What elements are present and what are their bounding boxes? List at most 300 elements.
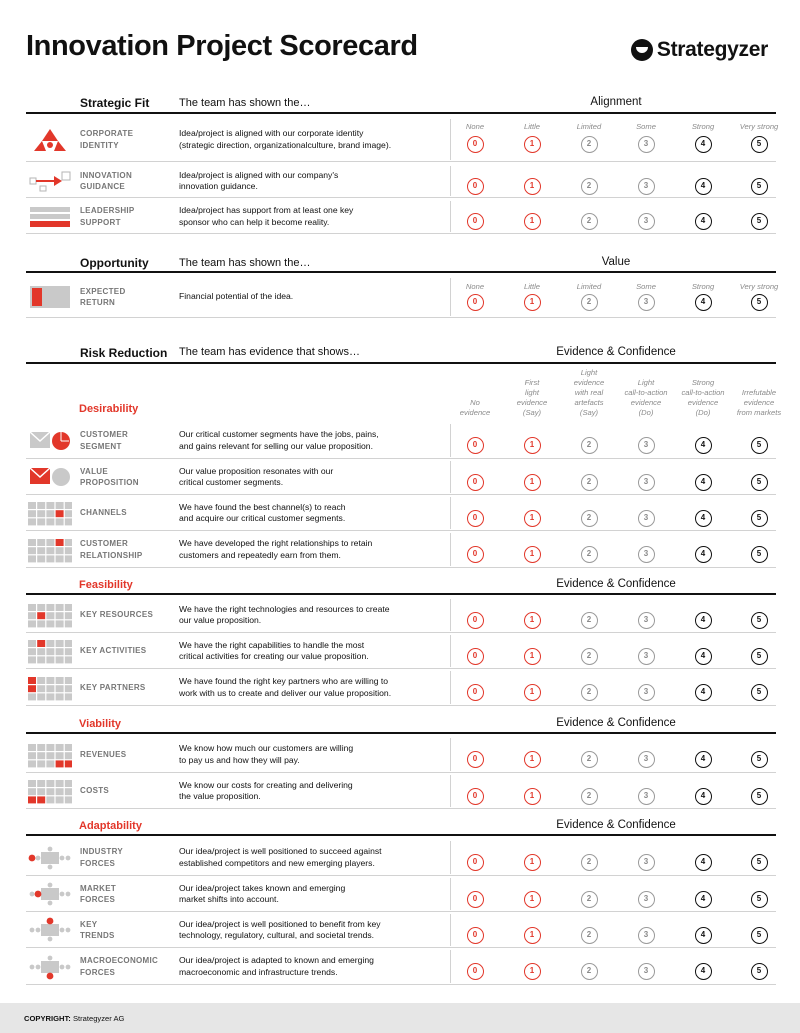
score-option-4[interactable]: 4 (695, 546, 712, 563)
scorecard-row-rr-0-1 (26, 459, 776, 495)
opportunity-scale-title: Value (601, 256, 631, 268)
score-option-4[interactable]: 4 (695, 684, 712, 701)
row-label-line1: CORPORATE (80, 129, 134, 138)
scorecard-row-op-0 (26, 276, 776, 318)
score-option-1[interactable]: 1 (524, 136, 541, 153)
row-label (80, 846, 123, 869)
row-divider (450, 841, 451, 874)
row-separator (26, 567, 776, 568)
row-label-line2: RELATIONSHIP (80, 550, 143, 560)
row-statement-line1: Our idea/project is well positioned to succeed against (179, 846, 382, 856)
score-option-3[interactable]: 3 (638, 963, 655, 980)
row-statement-line1: We know our costs for creating and delivering (179, 779, 353, 790)
row-statement (179, 676, 449, 699)
score-option-3[interactable]: 3 (638, 294, 655, 311)
score-option-4[interactable]: 4 (695, 963, 712, 980)
score-option-3[interactable]: 3 (638, 178, 655, 195)
market-forces-icon (28, 881, 72, 907)
row-label (80, 682, 146, 694)
channels-icon (28, 500, 72, 526)
strategyzer-logo-icon (631, 39, 653, 61)
score-option-5[interactable]: 5 (751, 751, 768, 768)
row-label-line1: LEADERSHIP (80, 206, 135, 215)
row-divider (450, 878, 451, 910)
score-option-5[interactable]: 5 (751, 178, 768, 195)
row-label (80, 128, 133, 151)
score-option-2[interactable]: 2 (581, 612, 598, 629)
row-label (80, 507, 127, 519)
row-label-line1: INDUSTRY (80, 847, 123, 856)
key-trends-icon (28, 917, 72, 943)
macroeconomic-forces-icon (28, 954, 72, 980)
scorecard-row-rr-1-1 (26, 633, 776, 669)
evidence-level-line: Strong (691, 378, 715, 387)
row-label-line1: CUSTOMER (80, 430, 129, 439)
row-label (80, 645, 146, 657)
score-option-0[interactable]: 0 (467, 854, 484, 871)
evidence-level-line: evidence (573, 378, 605, 387)
row-divider (450, 671, 451, 704)
score-option-3[interactable]: 3 (638, 788, 655, 805)
score-option-3[interactable]: 3 (638, 751, 655, 768)
score-option-1[interactable]: 1 (524, 854, 541, 871)
row-statement-line2: the value proposition. (179, 791, 261, 801)
row-statement (179, 919, 449, 942)
score-option-4[interactable]: 4 (695, 437, 712, 454)
row-statement-line2: and gains relevant for selling our value proposition. (179, 440, 373, 451)
row-statement (179, 604, 449, 627)
category-rule (26, 834, 776, 836)
row-label-line1: REVENUES (80, 749, 127, 759)
score-option-0[interactable]: 0 (467, 751, 484, 768)
score-option-1[interactable]: 1 (524, 612, 541, 629)
row-statement-line2: critical customer segments. (179, 477, 284, 487)
row-statement-line2: and acquire our critical customer segments. (179, 513, 346, 523)
row-statement-line1: Idea/project is aligned with our corporate identity (179, 128, 364, 138)
footer (0, 1003, 800, 1033)
opportunity-rule (26, 271, 776, 273)
evidence-level-line: evidence (459, 408, 491, 417)
row-label-line2: FORCES (80, 858, 116, 868)
row-divider (450, 950, 451, 983)
copyright-text (24, 1014, 124, 1023)
scorecard-row-rr-3-1 (26, 876, 776, 912)
copyright-owner: Strategyzer AG (70, 1014, 125, 1023)
opportunity-heading: Opportunity (80, 256, 149, 270)
strategic-fit-scale-title: Alignment (590, 96, 642, 108)
evidence-level-line: (Do) (638, 408, 654, 417)
row-statement (179, 429, 449, 452)
row-divider (450, 775, 451, 807)
brand-logo (631, 38, 768, 62)
score-option-0[interactable]: 0 (467, 437, 484, 454)
row-label-line1: KEY (80, 919, 98, 929)
score-option-3[interactable]: 3 (638, 927, 655, 944)
row-label (80, 609, 153, 621)
score-option-0[interactable]: 0 (467, 510, 484, 527)
scorecard-row-rr-0-3 (26, 531, 776, 568)
score-option-5[interactable]: 5 (751, 510, 768, 527)
score-option-0[interactable]: 0 (467, 178, 484, 195)
revenues-icon (28, 742, 72, 768)
score-option-1[interactable]: 1 (524, 294, 541, 311)
industry-forces-icon (28, 845, 72, 871)
row-label (80, 785, 109, 797)
row-statement-line2: sponsor who can help it become reality. (179, 216, 330, 227)
risk-reduction-rule (26, 362, 776, 364)
score-option-2[interactable]: 2 (581, 963, 598, 980)
page-title: Innovation Project Scorecard (26, 30, 418, 62)
row-divider (450, 461, 451, 493)
level-header: Strong (691, 122, 715, 131)
row-divider (450, 497, 451, 529)
row-label-line2: GUIDANCE (80, 182, 126, 191)
level-header: Very strong (739, 122, 779, 131)
risk-reduction-scale-title: Evidence & Confidence (556, 346, 676, 358)
level-header: Limited (576, 282, 602, 291)
row-statement-line2: critical activities for creating our value proposition. (179, 651, 369, 661)
row-label (80, 883, 116, 906)
row-separator (26, 233, 776, 234)
row-label-line2: SEGMENT (80, 441, 122, 451)
level-header: Strong (691, 282, 715, 291)
score-option-2[interactable]: 2 (581, 510, 598, 527)
score-option-5[interactable]: 5 (751, 927, 768, 944)
row-label-line1: COSTS (80, 786, 110, 796)
evidence-level-line: (Do) (695, 408, 711, 417)
row-statement (179, 743, 449, 766)
row-label-line1: KEY ACTIVITIES (80, 646, 147, 656)
row-divider (450, 533, 451, 566)
scorecard-row-rr-2-1 (26, 773, 776, 809)
row-divider (450, 278, 451, 316)
score-option-1[interactable]: 1 (524, 213, 541, 230)
row-divider (450, 738, 451, 771)
evidence-level-line: call-to-action (681, 388, 725, 397)
score-option-1[interactable]: 1 (524, 684, 541, 701)
strategic-fit-rule (26, 112, 776, 114)
row-divider (450, 119, 451, 160)
score-option-0[interactable]: 0 (467, 213, 484, 230)
score-option-4[interactable]: 4 (695, 178, 712, 195)
strategic-fit-subheading: The team has shown the… (179, 97, 311, 109)
evidence-level-line: evidence (516, 398, 548, 407)
score-option-5[interactable]: 5 (751, 294, 768, 311)
score-option-5[interactable]: 5 (751, 854, 768, 871)
row-statement (179, 128, 449, 151)
score-option-2[interactable]: 2 (581, 788, 598, 805)
scorecard-row-sf-1 (26, 164, 776, 198)
score-option-0[interactable]: 0 (467, 136, 484, 153)
evidence-level-line: Irrefutable (741, 388, 777, 397)
score-option-4[interactable]: 4 (695, 612, 712, 629)
key-resources-icon (28, 602, 72, 628)
row-statement-line2: work with us to create and deliver our value proposition. (179, 687, 392, 698)
level-header: None (465, 122, 485, 131)
score-option-2[interactable]: 2 (581, 437, 598, 454)
expected-return-icon (28, 284, 72, 310)
key-partners-icon (28, 675, 72, 701)
row-separator (26, 808, 776, 809)
score-option-5[interactable]: 5 (751, 648, 768, 665)
opportunity-subheading: The team has shown the… (179, 257, 311, 269)
score-option-3[interactable]: 3 (638, 474, 655, 491)
row-statement-line1: We have developed the right relationships to retain (179, 538, 373, 548)
level-header: Little (523, 122, 541, 131)
score-option-4[interactable]: 4 (695, 648, 712, 665)
score-option-5[interactable]: 5 (751, 612, 768, 629)
row-statement (179, 846, 449, 869)
key-activities-icon (28, 638, 72, 664)
score-option-0[interactable]: 0 (467, 927, 484, 944)
row-label (80, 538, 143, 561)
customer-relationship-icon (28, 537, 72, 563)
evidence-level-line: evidence (743, 398, 775, 407)
score-option-0[interactable]: 0 (467, 963, 484, 980)
category-desirability: Desirability (79, 403, 139, 415)
category-scale-title: Evidence & Confidence (556, 819, 676, 831)
score-option-4[interactable]: 4 (695, 927, 712, 944)
leadership-support-icon (28, 204, 72, 230)
row-statement-line1: Idea/project is aligned with our company's (179, 169, 339, 180)
scorecard-row-sf-0 (26, 117, 776, 162)
row-divider (450, 599, 451, 631)
row-statement-line1: We have the right technologies and resources to create (179, 603, 390, 614)
costs-icon (28, 778, 72, 804)
score-option-2[interactable]: 2 (581, 474, 598, 491)
score-option-2[interactable]: 2 (581, 684, 598, 701)
row-statement-line1: Our idea/project is adapted to known and emerging (179, 955, 374, 965)
score-option-0[interactable]: 0 (467, 294, 484, 311)
score-option-1[interactable]: 1 (524, 546, 541, 563)
innovation-guidance-icon (28, 168, 72, 194)
scorecard-row-rr-3-0 (26, 839, 776, 876)
row-label (80, 749, 126, 761)
brand-name: Strategyzer (656, 38, 768, 61)
row-divider (450, 201, 451, 232)
score-option-3[interactable]: 3 (638, 213, 655, 230)
level-header: Very strong (739, 282, 779, 291)
row-statement-line1: Our value proposition resonates with our (179, 465, 334, 476)
row-separator (26, 161, 776, 162)
row-statement-line1: We have the right capabilities to handle the most (179, 639, 365, 650)
score-option-5[interactable]: 5 (751, 213, 768, 230)
score-option-3[interactable]: 3 (638, 854, 655, 871)
score-option-3[interactable]: 3 (638, 612, 655, 629)
risk-reduction-heading: Risk Reduction (80, 346, 168, 360)
score-option-4[interactable]: 4 (695, 891, 712, 908)
category-adaptability: Adaptability (79, 820, 142, 832)
score-option-4[interactable]: 4 (695, 294, 712, 311)
row-statement (179, 170, 449, 193)
row-label-line2: RETURN (80, 298, 116, 307)
score-option-1[interactable]: 1 (524, 788, 541, 805)
row-label-line1: KEY RESOURCES (80, 610, 154, 620)
row-label-line1: EXPECTED (80, 286, 126, 296)
copyright-label: COPYRIGHT: (24, 1014, 71, 1023)
score-option-1[interactable]: 1 (524, 474, 541, 491)
row-statement (179, 955, 449, 978)
level-header: Little (523, 282, 541, 291)
row-divider (450, 914, 451, 946)
row-separator (26, 197, 776, 198)
score-option-3[interactable]: 3 (638, 437, 655, 454)
row-statement-line2: market shifts into account. (179, 894, 279, 904)
score-option-1[interactable]: 1 (524, 927, 541, 944)
customer-segment-icon (28, 428, 72, 454)
evidence-level-line: (Say) (579, 408, 599, 417)
score-option-2[interactable]: 2 (581, 546, 598, 563)
score-option-2[interactable]: 2 (581, 891, 598, 908)
row-statement-line2: (strategic direction, organizationalculture, brand image). (179, 139, 392, 150)
evidence-level-line: Light (580, 368, 598, 377)
level-header: Some (636, 122, 656, 131)
score-option-5[interactable]: 5 (751, 788, 768, 805)
row-label-line2: FORCES (80, 895, 116, 904)
score-option-1[interactable]: 1 (524, 751, 541, 768)
score-option-0[interactable]: 0 (467, 788, 484, 805)
score-option-2[interactable]: 2 (581, 136, 598, 153)
row-label-line1: CUSTOMER (80, 539, 129, 548)
score-option-2[interactable]: 2 (581, 178, 598, 195)
row-statement-line1: We have found the best channel(s) to reach (179, 501, 346, 512)
score-option-2[interactable]: 2 (581, 927, 598, 944)
row-label (80, 919, 115, 942)
row-separator (26, 984, 776, 985)
row-statement-line2: customers and repeatedly earn from them. (179, 549, 341, 560)
row-label (80, 286, 126, 309)
score-option-2[interactable]: 2 (581, 648, 598, 665)
evidence-level-line: artefacts (574, 398, 604, 407)
evidence-level-line: light (525, 388, 539, 397)
score-option-2[interactable]: 2 (581, 854, 598, 871)
row-label (80, 205, 135, 228)
row-divider (450, 166, 451, 196)
score-option-0[interactable]: 0 (467, 612, 484, 629)
row-label-line1: INNOVATION (80, 170, 133, 180)
score-option-5[interactable]: 5 (751, 474, 768, 491)
score-option-5[interactable]: 5 (751, 546, 768, 563)
row-label (80, 466, 139, 489)
row-statement-line2: macroeconomic and infrastructure trends. (179, 966, 338, 977)
row-label-line2: TRENDS (80, 931, 115, 940)
row-label-line1: VALUE (80, 466, 109, 476)
scorecard-row-rr-3-3 (26, 948, 776, 985)
row-statement (179, 291, 449, 303)
row-label (80, 955, 158, 978)
score-option-1[interactable]: 1 (524, 178, 541, 195)
category-scale-title: Evidence & Confidence (556, 578, 676, 590)
score-option-5[interactable]: 5 (751, 963, 768, 980)
score-option-1[interactable]: 1 (524, 963, 541, 980)
score-option-0[interactable]: 0 (467, 891, 484, 908)
score-option-0[interactable]: 0 (467, 648, 484, 665)
row-statement (179, 640, 449, 663)
evidence-level-line: First (524, 378, 540, 387)
row-label-line2: PROPOSITION (80, 478, 139, 487)
row-statement (179, 883, 449, 906)
corporate-identity-icon (28, 127, 72, 153)
scorecard-row-rr-0-2 (26, 495, 776, 531)
level-header: Some (636, 282, 656, 291)
score-option-1[interactable]: 1 (524, 648, 541, 665)
score-option-3[interactable]: 3 (638, 510, 655, 527)
score-option-2[interactable]: 2 (581, 751, 598, 768)
evidence-level-line: from markets (736, 408, 782, 417)
row-statement-line1: Financial potential of the idea. (179, 291, 294, 302)
row-statement-line1: Idea/project has support from at least one key (179, 205, 354, 215)
score-option-4[interactable]: 4 (695, 751, 712, 768)
score-option-4[interactable]: 4 (695, 474, 712, 491)
value-proposition-icon (28, 464, 72, 490)
score-option-4[interactable]: 4 (695, 854, 712, 871)
evidence-level-line: with real (574, 388, 604, 397)
score-option-1[interactable]: 1 (524, 510, 541, 527)
scorecard-row-rr-2-0 (26, 736, 776, 773)
row-separator (26, 317, 776, 318)
category-rule (26, 593, 776, 595)
row-label-line2: FORCES (80, 967, 116, 977)
score-option-4[interactable]: 4 (695, 136, 712, 153)
score-option-4[interactable]: 4 (695, 213, 712, 230)
evidence-level-line: (Say) (522, 408, 542, 417)
row-statement-line2: to pay us and how they will pay. (179, 754, 300, 765)
score-option-3[interactable]: 3 (638, 546, 655, 563)
risk-reduction-subheading: The team has evidence that shows… (179, 346, 360, 358)
row-statement-line2: established competitors and new emerging players. (179, 857, 375, 868)
evidence-level-line: No (470, 398, 480, 407)
score-option-3[interactable]: 3 (638, 891, 655, 908)
row-statement (179, 538, 449, 561)
score-option-0[interactable]: 0 (467, 474, 484, 491)
score-option-5[interactable]: 5 (751, 891, 768, 908)
evidence-level-line: evidence (630, 398, 662, 407)
scorecard-row-sf-2 (26, 199, 776, 234)
category-feasibility: Feasibility (79, 579, 133, 591)
row-statement-line2: innovation guidance. (179, 181, 258, 191)
score-option-3[interactable]: 3 (638, 684, 655, 701)
score-option-3[interactable]: 3 (638, 648, 655, 665)
score-option-4[interactable]: 4 (695, 510, 712, 527)
category-scale-title: Evidence & Confidence (556, 717, 676, 729)
row-label-line1: MARKET (80, 883, 117, 893)
score-option-1[interactable]: 1 (524, 891, 541, 908)
scorecard-row-rr-1-2 (26, 669, 776, 706)
score-option-5[interactable]: 5 (751, 136, 768, 153)
score-option-0[interactable]: 0 (467, 684, 484, 701)
row-statement (179, 205, 449, 228)
row-statement (179, 502, 449, 525)
score-option-2[interactable]: 2 (581, 294, 598, 311)
score-option-4[interactable]: 4 (695, 788, 712, 805)
score-option-3[interactable]: 3 (638, 136, 655, 153)
row-label-line1: MACROECONOMIC (80, 956, 159, 965)
score-option-2[interactable]: 2 (581, 213, 598, 230)
row-label-line2: IDENTITY (80, 140, 119, 150)
score-option-0[interactable]: 0 (467, 546, 484, 563)
score-option-5[interactable]: 5 (751, 437, 768, 454)
category-viability: Viability (79, 718, 121, 730)
row-label-line1: CHANNELS (80, 508, 127, 518)
evidence-level-line: call-to-action (624, 388, 668, 397)
level-header: Limited (576, 122, 602, 131)
score-option-1[interactable]: 1 (524, 437, 541, 454)
score-option-5[interactable]: 5 (751, 684, 768, 701)
row-statement-line2: our value proposition. (179, 615, 262, 625)
strategic-fit-heading: Strategic Fit (80, 96, 150, 110)
row-statement-line1: We know how much our customers are willing (179, 743, 354, 753)
row-statement-line2: technology, regulatory, cultural, and societal trends. (179, 930, 375, 940)
